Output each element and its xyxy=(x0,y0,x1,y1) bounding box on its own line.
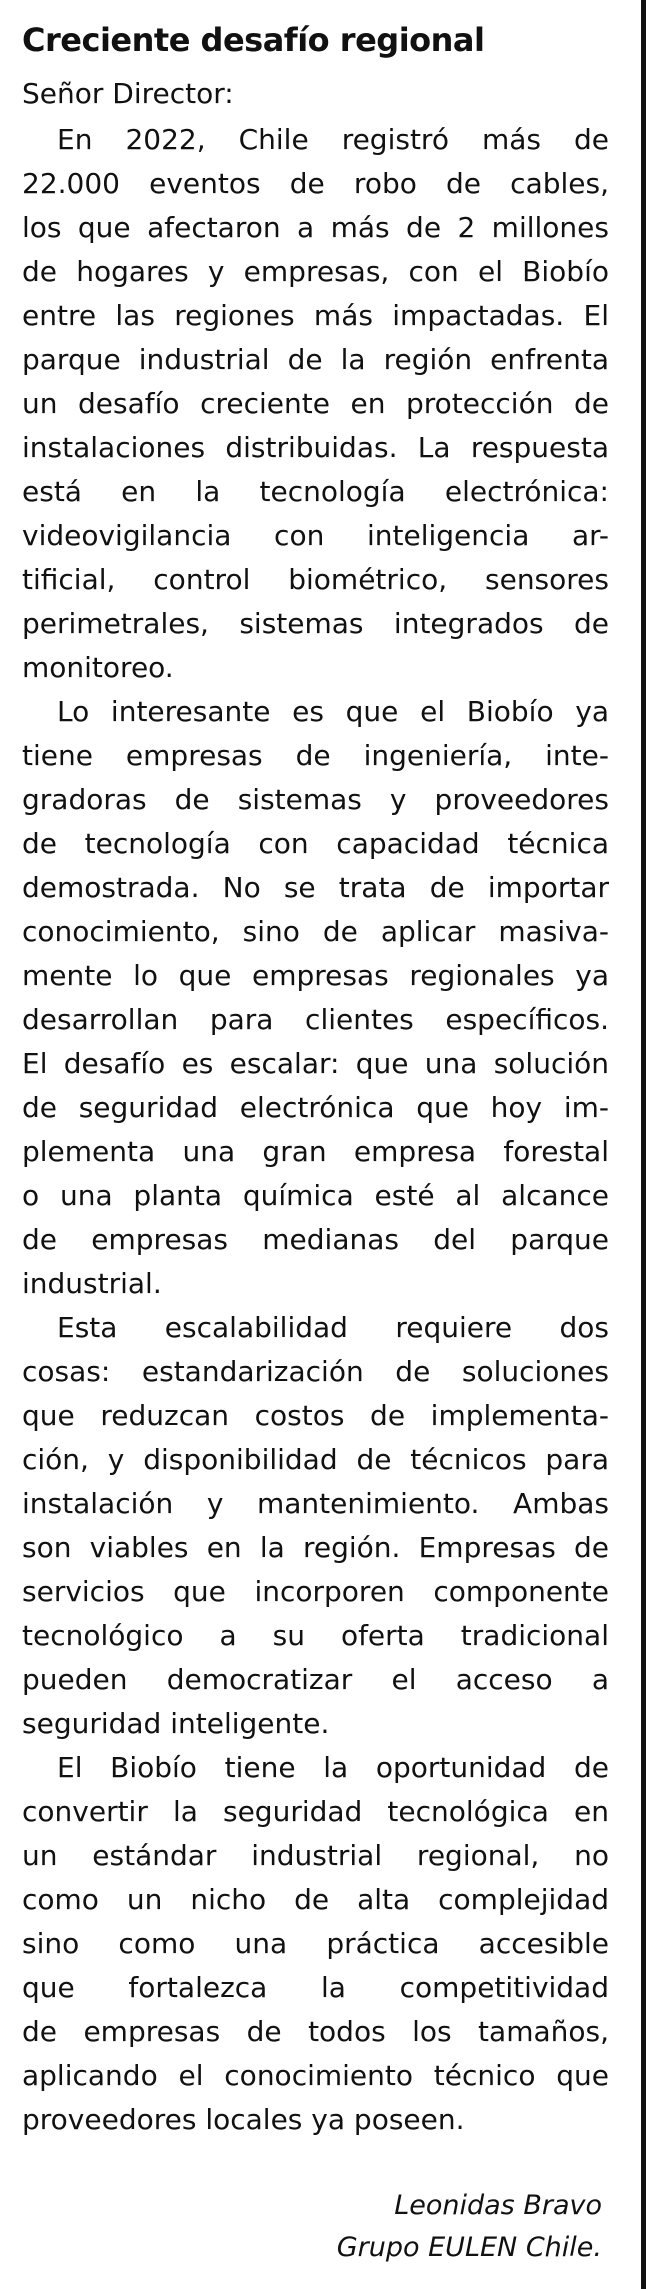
body-line: En 2022, Chile registró más de xyxy=(57,123,609,156)
body-line: convertir la seguridad tecnológica en xyxy=(22,1795,609,1828)
body-line: demostrada. No se trata de importar xyxy=(22,871,609,904)
body-line: que reduzcan costos de implementa- xyxy=(22,1399,609,1432)
body-line: Esta escalabilidad requiere dos xyxy=(57,1311,609,1344)
body-line: parque industrial de la región enfrenta xyxy=(22,343,609,376)
body-line: mente lo que empresas regionales ya xyxy=(22,959,609,992)
body-line: pueden democratizar el acceso a xyxy=(22,1663,609,1696)
body-line: son viables en la región. Empresas de xyxy=(22,1531,609,1564)
body-line: Lo interesante es que el Biobío ya xyxy=(57,695,609,728)
body-line: gradoras de sistemas y proveedores xyxy=(22,783,609,816)
body-line: o una planta química esté al alcance xyxy=(22,1179,609,1212)
body-line: El desafío es escalar: que una solución xyxy=(22,1047,609,1080)
body-line: instalación y mantenimiento. Ambas xyxy=(22,1487,609,1520)
body-line: un estándar industrial regional, no xyxy=(22,1839,609,1872)
body-line: proveedores locales ya poseen. xyxy=(22,2103,465,2136)
body-line: tificial, control biométrico, sensores xyxy=(22,563,609,596)
body-line: aplicando el conocimiento técnico que xyxy=(22,2059,609,2092)
body-line: plementa una gran empresa forestal xyxy=(22,1135,609,1168)
body-line: los que afectaron a más de 2 millones xyxy=(22,211,609,244)
body-line: instalaciones distribuidas. La respuesta xyxy=(22,431,609,464)
body-line: servicios que incorporen componente xyxy=(22,1575,609,1608)
body-line: desarrollan para clientes específicos. xyxy=(22,1003,609,1036)
signature-organization: Grupo EULEN Chile. xyxy=(336,2232,602,2263)
body-line: como un nicho de alta complejidad xyxy=(22,1883,609,1916)
body-line: videovigilancia con inteligencia ar- xyxy=(22,519,609,552)
body-line: de empresas de todos los tamaños, xyxy=(22,2015,609,2048)
body-line: de empresas medianas del parque xyxy=(22,1223,609,1256)
body-line: perimetrales, sistemas integrados de xyxy=(22,607,609,640)
body-line: un desafío creciente en protección de xyxy=(22,387,609,420)
body-line: de seguridad electrónica que hoy im- xyxy=(22,1091,609,1124)
body-line: de hogares y empresas, con el Biobío xyxy=(22,255,609,288)
body-line: de tecnología con capacidad técnica xyxy=(22,827,609,860)
body-line: seguridad inteligente. xyxy=(22,1707,330,1740)
body-line: monitoreo. xyxy=(22,651,174,684)
body-line: entre las regiones más impactadas. El xyxy=(22,299,609,332)
body-line: está en la tecnología electrónica: xyxy=(22,475,609,508)
body-line: tecnológico a su oferta tradicional xyxy=(22,1619,609,1652)
body-line: cosas: estandarización de soluciones xyxy=(22,1355,609,1388)
body-line: El Biobío tiene la oportunidad de xyxy=(57,1751,609,1784)
body-line: sino como una práctica accesible xyxy=(22,1927,609,1960)
body-line: que fortalezca la competitividad xyxy=(22,1971,609,2004)
column-divider xyxy=(641,0,646,2289)
body-line: 22.000 eventos de robo de cables, xyxy=(22,167,609,200)
signature-name: Leonidas Bravo xyxy=(394,2190,602,2221)
headline: Creciente desafío regional xyxy=(22,21,485,59)
body-line: tiene empresas de ingeniería, inte- xyxy=(22,739,609,772)
salutation: Señor Director: xyxy=(22,77,234,110)
body-line: conocimiento, sino de aplicar masiva- xyxy=(22,915,609,948)
body-line: ción, y disponibilidad de técnicos para xyxy=(22,1443,609,1476)
body-line: industrial. xyxy=(22,1267,162,1300)
